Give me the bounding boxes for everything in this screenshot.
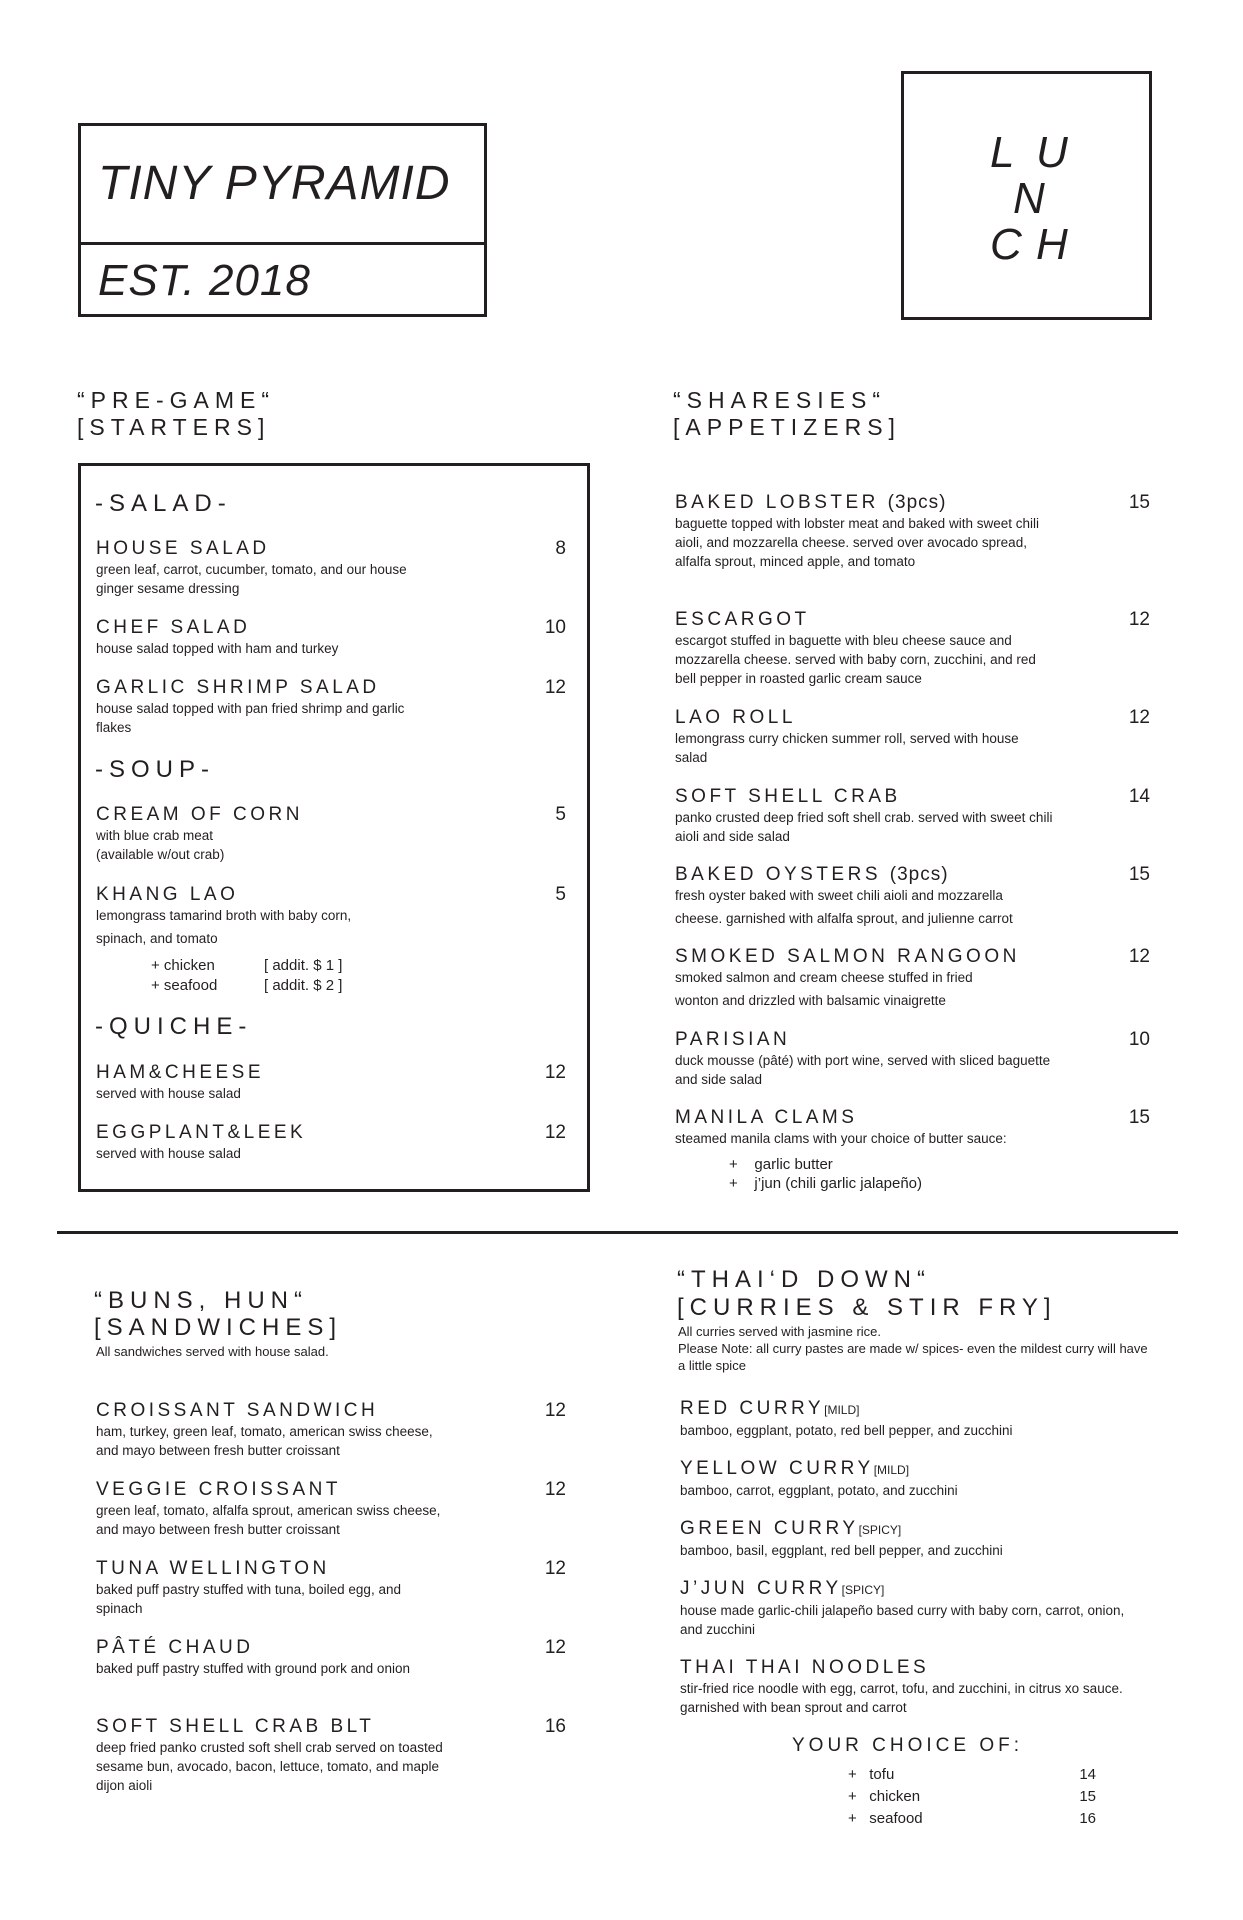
menu-item — [96, 1558, 566, 1618]
menu-item — [675, 1107, 1150, 1148]
menu-item — [96, 1062, 566, 1103]
menu-item — [675, 786, 1150, 846]
menu-item — [96, 884, 566, 948]
item-description: panko crusted deep fried soft shell crab. served with sweet chili aioli and side salad — [675, 810, 1053, 844]
spice-tag: [SPICY] — [841, 1583, 885, 1597]
lunch-box — [901, 71, 1152, 320]
item-name: PARISIAN — [675, 1029, 791, 1050]
spice-tag: [SPICY] — [858, 1523, 902, 1537]
item-price: 12 — [1128, 707, 1150, 728]
item-name: MANILA CLAMS — [675, 1107, 858, 1128]
item-name: EGGPLANT&LEEK — [96, 1122, 307, 1143]
item-name: SOFT SHELL CRAB — [675, 786, 901, 807]
item-description: house made garlic-chili jalapeño based curry with baby corn, carrot, onion, and zucchini — [680, 1603, 1125, 1637]
item-name: PÂTÉ CHAUD — [96, 1637, 254, 1658]
thaid-subtitle: [CURRIES & STIR FRY] — [677, 1294, 1057, 1321]
addon-label: + seafood — [151, 977, 218, 994]
item-name: CREAM OF CORN — [96, 804, 303, 825]
sauce-option: + garlic butter — [729, 1156, 833, 1173]
item-description: cheese. garnished with alfalfa sprout, and julienne carrot — [675, 911, 1013, 926]
option-label: + chicken — [848, 1788, 921, 1805]
item-description: bamboo, eggplant, potato, red bell pepper, and zucchini — [680, 1423, 1013, 1438]
menu-item — [680, 1518, 1150, 1560]
item-description: lemongrass curry chicken summer roll, served with house salad — [675, 731, 1019, 765]
item-name: LAO ROLL — [675, 707, 796, 728]
quiche-heading: -QUICHE- — [95, 1013, 253, 1040]
spice-tag: [MILD] — [824, 1403, 860, 1417]
item-price: 10 — [544, 617, 566, 638]
menu-item — [96, 1122, 566, 1163]
sharesies-subtitle: [APPETIZERS] — [673, 414, 901, 440]
item-description: baked puff pastry stuffed with ground pork and onion — [96, 1661, 410, 1676]
item-description: served with house salad — [96, 1086, 241, 1101]
item-price: 12 — [544, 1122, 566, 1143]
section-divider — [57, 1231, 1178, 1234]
addon-label: + chicken — [151, 957, 215, 974]
menu-item — [680, 1657, 1150, 1717]
lunch-letter: N — [1013, 174, 1047, 223]
lunch-letter: L — [990, 128, 1017, 177]
item-name: THAI THAI NOODLES — [680, 1657, 930, 1678]
soup-heading: -SOUP- — [95, 756, 215, 783]
protein-option — [848, 1787, 1096, 1807]
menu-item — [96, 804, 566, 864]
item-description: lemongrass tamarind broth with baby corn, — [96, 908, 352, 923]
item-price: 12 — [544, 1558, 566, 1579]
spice-note: Please Note: all curry pastes are made w/ spices- even the mildest curry will have a little spice — [678, 1341, 1148, 1373]
menu-item — [675, 864, 1150, 928]
item-description: bamboo, carrot, eggplant, potato, and zucchini — [680, 1483, 958, 1498]
pregame-title: “PRE-GAME“ — [77, 387, 275, 413]
item-price: 12 — [544, 1479, 566, 1500]
pregame-subtitle: [STARTERS] — [77, 414, 271, 440]
item-description: spinach, and tomato — [96, 931, 218, 946]
item-name: KHANG LAO — [96, 884, 239, 905]
item-tag: (3pcs) — [887, 492, 947, 513]
item-price: 10 — [1128, 1029, 1150, 1050]
item-description: escargot stuffed in baguette with bleu cheese sauce and mozzarella cheese. served with baby corn, zucchini, and red bell pepper in roasted garlic cream sauce — [675, 633, 1036, 686]
item-description: deep fried panko crusted soft shell crab served on toasted sesame bun, avocado, bacon, lettuce, tomato, and maple dijon aioli — [96, 1740, 443, 1793]
item-description: baguette topped with lobster meat and baked with sweet chili aioli, and mozzarella cheese. served over avocado spread, alfalfa sprout, minced apple, and tomato — [675, 516, 1039, 569]
menu-item — [96, 677, 566, 737]
item-description: baked puff pastry stuffed with tuna, boiled egg, and spinach — [96, 1582, 401, 1616]
item-description: green leaf, carrot, cucumber, tomato, and our house ginger sesame dressing — [96, 562, 407, 596]
menu-item — [680, 1458, 1150, 1500]
item-price: 12 — [1128, 609, 1150, 630]
sauce-option: + j’jun (chili garlic jalapeño) — [729, 1175, 923, 1192]
protein-option — [848, 1765, 1096, 1785]
item-price: 15 — [1128, 1107, 1150, 1128]
option-label: + seafood — [848, 1810, 923, 1827]
lunch-letter: C — [990, 220, 1024, 269]
addon-price: [ addit. $ 2 ] — [264, 977, 343, 994]
menu-item — [675, 946, 1150, 1010]
salad-heading: -SALAD- — [95, 490, 232, 517]
item-description: fresh oyster baked with sweet chili aioli and mozzarella — [675, 888, 1003, 903]
curry-note: All curries served with jasmine rice. — [678, 1324, 882, 1339]
item-description: smoked salmon and cream cheese stuffed in fried — [675, 970, 973, 985]
menu-item — [96, 1637, 566, 1678]
item-name: J’JUN CURRY — [680, 1578, 842, 1599]
item-name: YELLOW CURRY — [680, 1458, 874, 1479]
spice-tag: [MILD] — [873, 1463, 910, 1477]
item-name: TUNA WELLINGTON — [96, 1558, 330, 1579]
item-name: GARLIC SHRIMP SALAD — [96, 677, 380, 698]
menu-item — [96, 1716, 566, 1795]
item-description: (available w/out crab) — [96, 847, 225, 862]
item-price: 12 — [544, 1400, 566, 1421]
item-name: ESCARGOT — [675, 609, 810, 630]
addon-price: [ addit. $ 1 ] — [264, 957, 343, 974]
item-description: bamboo, basil, eggplant, red bell pepper, and zucchini — [680, 1543, 1003, 1558]
item-price: 12 — [544, 677, 566, 698]
menu-item — [96, 538, 566, 598]
protein-option — [848, 1809, 1096, 1829]
menu-item — [96, 617, 566, 658]
item-name: RED CURRY — [680, 1398, 825, 1419]
item-description: stir-fried rice noodle with egg, carrot, tofu, and zucchini, in citrus xo sauce. garnished with bean sprout and carrot — [680, 1681, 1123, 1715]
menu-item — [96, 1479, 566, 1539]
menu-item — [96, 1400, 566, 1460]
addon-option — [151, 976, 342, 996]
item-name: HOUSE SALAD — [96, 538, 270, 559]
item-name: SMOKED SALMON RANGOON — [675, 946, 1020, 967]
option-price: 14 — [1079, 1766, 1096, 1783]
thaid-title: “THAI‘D DOWN“ — [677, 1266, 931, 1293]
item-name: GREEN CURRY — [680, 1518, 859, 1539]
option-label: + tofu — [848, 1766, 895, 1783]
item-description: wonton and drizzled with balsamic vinaigrette — [675, 993, 946, 1008]
item-name: HAM&CHEESE — [96, 1062, 265, 1083]
menu-item — [675, 707, 1150, 767]
item-description: served with house salad — [96, 1146, 241, 1161]
item-name: SOFT SHELL CRAB BLT — [96, 1716, 375, 1737]
item-price: 15 — [1128, 492, 1150, 513]
lunch-letter: U — [1036, 128, 1070, 177]
item-description: duck mousse (pâté) with port wine, served with sliced baguette and side salad — [675, 1053, 1051, 1087]
established-year: EST. 2018 — [98, 256, 311, 305]
item-price: 5 — [555, 804, 566, 825]
item-name: CROISSANT SANDWICH — [96, 1400, 379, 1421]
item-description: with blue crab meat — [96, 828, 214, 843]
item-price: 8 — [555, 538, 566, 559]
item-price: 14 — [1128, 786, 1150, 807]
item-description: house salad topped with ham and turkey — [96, 641, 339, 656]
choice-heading: YOUR CHOICE OF: — [792, 1735, 1024, 1756]
buns-note: All sandwiches served with house salad. — [96, 1344, 329, 1359]
item-name: BAKED LOBSTER — [675, 492, 879, 513]
menu-item — [675, 492, 1150, 571]
item-description: steamed manila clams with your choice of butter sauce: — [675, 1131, 1007, 1146]
item-name: CHEF SALAD — [96, 617, 251, 638]
menu-item — [675, 1029, 1150, 1089]
buns-subtitle: [SANDWICHES] — [94, 1314, 343, 1341]
addon-option — [151, 956, 342, 976]
sharesies-title: “SHARESIES“ — [673, 387, 886, 413]
item-price: 16 — [544, 1716, 566, 1737]
item-name: BAKED OYSTERS — [675, 864, 881, 885]
item-description: green leaf, tomato, alfalfa sprout, american swiss cheese, and mayo between fresh butter croissant — [96, 1503, 441, 1537]
item-price: 12 — [1128, 946, 1150, 967]
menu-item — [680, 1578, 1150, 1639]
item-price: 12 — [544, 1637, 566, 1658]
brand-divider — [81, 242, 484, 245]
item-price: 5 — [555, 884, 566, 905]
menu-item — [675, 609, 1150, 688]
item-description: ham, turkey, green leaf, tomato, american swiss cheese, and mayo between fresh butter croissant — [96, 1424, 433, 1458]
restaurant-name: TINY PYRAMID — [98, 157, 451, 210]
item-price: 15 — [1128, 864, 1150, 885]
item-name: VEGGIE CROISSANT — [96, 1479, 341, 1500]
buns-title: “BUNS, HUN“ — [94, 1287, 308, 1314]
lunch-letter: H — [1036, 220, 1070, 269]
brand-box — [78, 123, 487, 317]
item-price: 12 — [544, 1062, 566, 1083]
item-description: house salad topped with pan fried shrimp and garlic flakes — [96, 701, 405, 735]
option-price: 15 — [1079, 1788, 1096, 1805]
item-tag: (3pcs) — [889, 864, 949, 885]
option-price: 16 — [1079, 1810, 1096, 1827]
menu-item — [680, 1398, 1150, 1440]
